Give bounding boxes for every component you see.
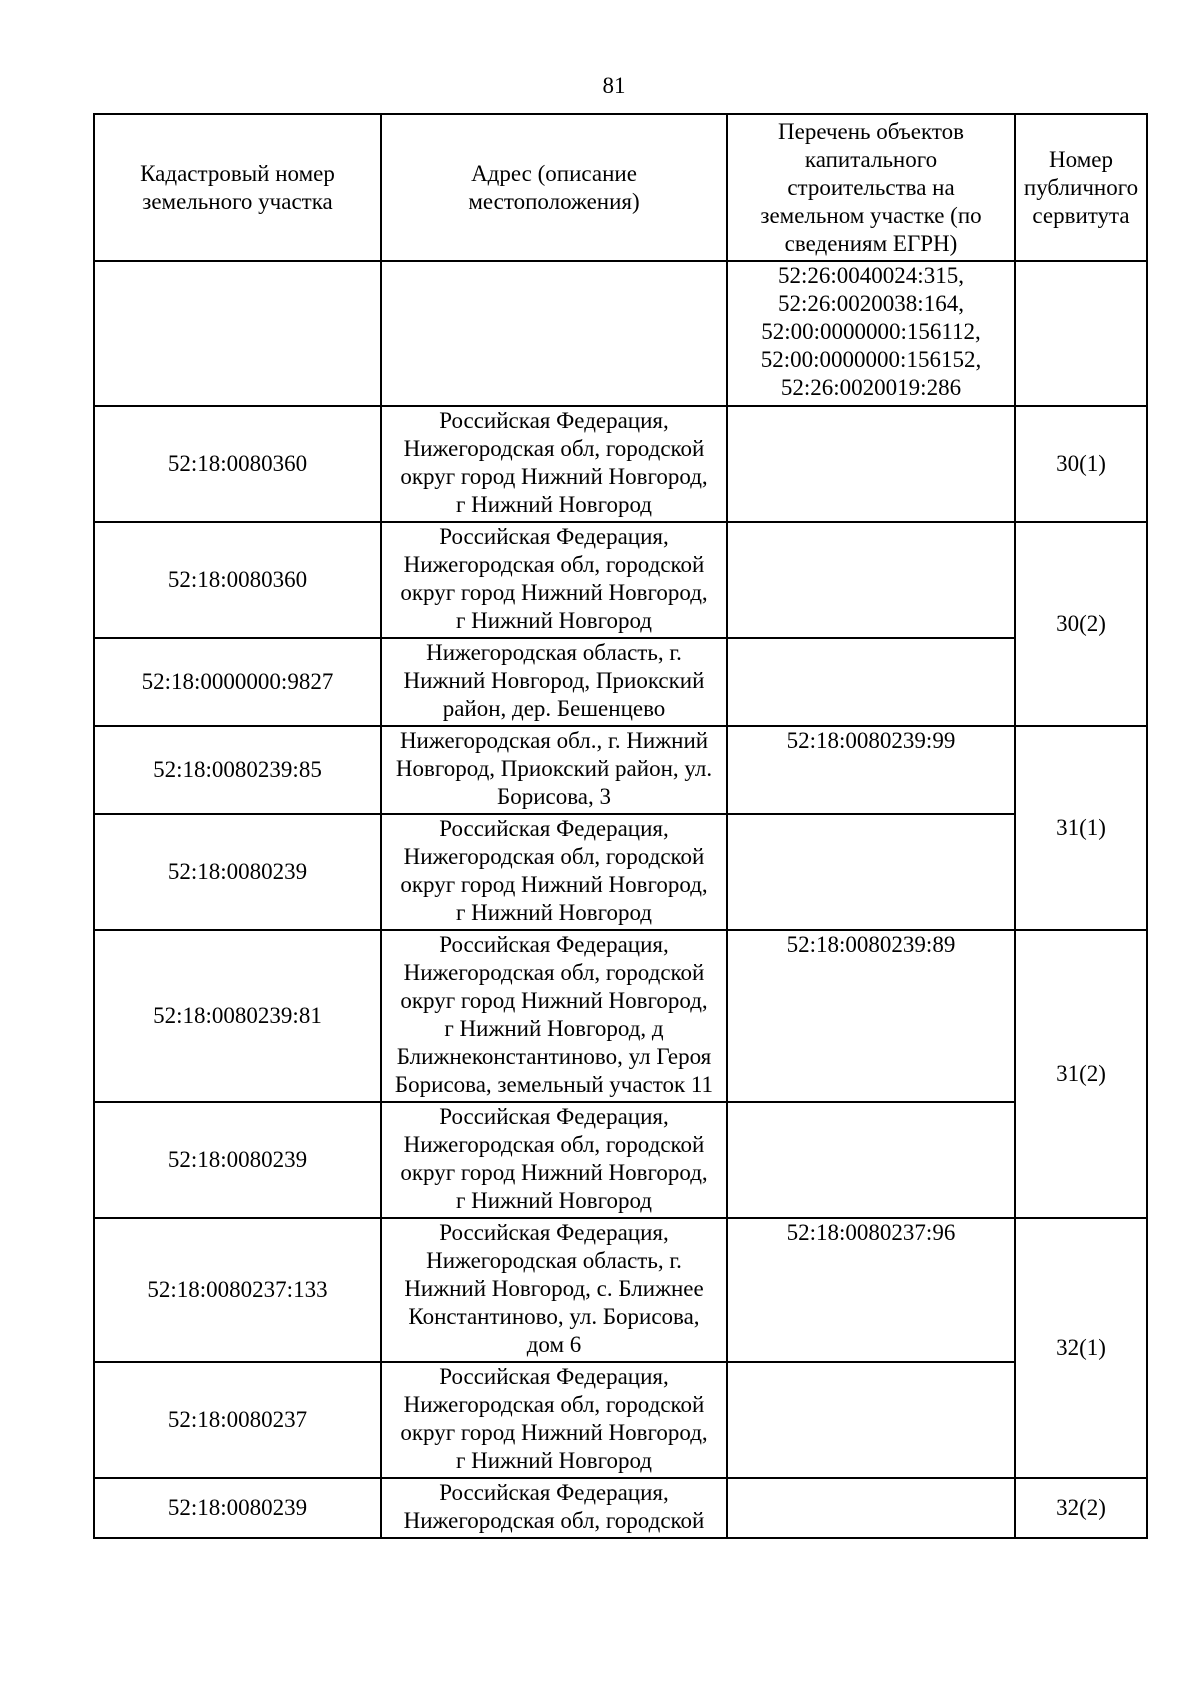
address-line: округ город Нижний Новгород, xyxy=(400,580,708,605)
header-objects-line: земельном участке (по xyxy=(760,202,982,228)
cadastral-cell: 52:18:0080237:133 xyxy=(94,1218,381,1362)
page-number: 81 xyxy=(602,73,626,98)
address-line: Нижегородская обл., г. Нижний xyxy=(399,728,709,753)
address-line: округ город Нижний Новгород, xyxy=(400,1160,708,1185)
cadastral-cell: 52:18:0080239 xyxy=(94,1478,381,1538)
cadastral-cell: 52:18:0080360 xyxy=(94,522,381,638)
address-cell xyxy=(381,406,727,522)
header-servitude-line: публичного xyxy=(1023,174,1139,200)
address-line: Российская Федерация, xyxy=(439,1220,669,1245)
address-cell xyxy=(381,1218,727,1362)
address-line: Российская Федерация, xyxy=(439,1480,669,1505)
servitude-table xyxy=(93,113,1148,1539)
address-line: Нижегородская обл, городской xyxy=(403,1132,705,1157)
address-line: г Нижний Новгород xyxy=(455,608,653,633)
objects-cell xyxy=(727,930,1015,1102)
address-cell xyxy=(381,638,727,726)
object-number: 52:18:0080237:96 xyxy=(786,1220,956,1245)
header-cadastral xyxy=(94,114,381,261)
address-line: Константиново, ул. Борисова, xyxy=(408,1304,700,1329)
table-row xyxy=(94,1218,1147,1362)
table-row xyxy=(94,261,1147,406)
header-cadastral-line: Кадастровый номер xyxy=(140,160,335,186)
object-number: 52:26:0020019:286 xyxy=(780,375,962,400)
object-number: 52:00:0000000:156152, xyxy=(760,347,982,372)
objects-cell xyxy=(727,1362,1015,1478)
address-line: округ город Нижний Новгород, xyxy=(400,464,708,489)
address-line: Российская Федерация, xyxy=(439,524,669,549)
cadastral-cell: 52:18:0080360 xyxy=(94,406,381,522)
servitude-cell: 30(2) xyxy=(1015,522,1147,726)
cadastral-cell: 52:18:0080239:85 xyxy=(94,726,381,814)
address-cell xyxy=(381,522,727,638)
address-line: Российская Федерация, xyxy=(439,816,669,841)
table-row xyxy=(94,726,1147,814)
header-address xyxy=(381,114,727,261)
header-cadastral-line: земельного участка xyxy=(142,188,333,214)
address-cell xyxy=(381,261,727,406)
address-line: Ближнеконстантиново, ул Героя xyxy=(396,1044,712,1069)
address-line: Нижегородская область, г. xyxy=(426,1248,682,1273)
address-line: район, дер. Бешенцево xyxy=(442,696,666,721)
object-number: 52:00:0000000:156112, xyxy=(761,319,981,344)
cadastral-cell: 52:18:0080239:81 xyxy=(94,930,381,1102)
address-line: Нижегородская обл, городской xyxy=(403,1508,705,1533)
objects-cell xyxy=(727,261,1015,406)
address-line: Нижегородская обл, городской xyxy=(403,844,705,869)
address-line: Нижний Новгород, с. Ближнее xyxy=(404,1276,704,1301)
address-line: округ город Нижний Новгород, xyxy=(400,872,708,897)
address-line: Нижегородская обл, городской xyxy=(403,960,705,985)
address-line: Борисова, земельный участок 11 xyxy=(394,1072,714,1097)
address-line: Российская Федерация, xyxy=(439,408,669,433)
address-line: округ город Нижний Новгород, xyxy=(400,988,708,1013)
address-cell xyxy=(381,1478,727,1538)
address-line: Новгород, Приокский район, ул. xyxy=(395,756,713,781)
table-row xyxy=(94,522,1147,638)
object-number: 52:26:0020038:164, xyxy=(778,291,964,316)
address-line: г Нижний Новгород xyxy=(455,492,653,517)
objects-cell xyxy=(727,1478,1015,1538)
cadastral-cell xyxy=(94,261,381,406)
servitude-cell xyxy=(1015,261,1147,406)
objects-cell xyxy=(727,638,1015,726)
cadastral-cell: 52:18:0080237 xyxy=(94,1362,381,1478)
address-line: г Нижний Новгород xyxy=(455,1448,653,1473)
cadastral-cell: 52:18:0080239 xyxy=(94,814,381,930)
servitude-cell: 31(2) xyxy=(1015,930,1147,1218)
address-line: Нижегородская обл, городской xyxy=(403,1392,705,1417)
object-number: 52:18:0080239:99 xyxy=(786,728,956,753)
servitude-cell: 32(1) xyxy=(1015,1218,1147,1478)
servitude-cell: 32(2) xyxy=(1015,1478,1147,1538)
header-address-line: Адрес (описание xyxy=(471,160,637,186)
header-row xyxy=(94,114,1147,261)
objects-cell xyxy=(727,1218,1015,1362)
servitude-cell: 31(1) xyxy=(1015,726,1147,930)
table-row xyxy=(94,1478,1147,1538)
cadastral-cell: 52:18:0000000:9827 xyxy=(94,638,381,726)
address-line: округ город Нижний Новгород, xyxy=(400,1420,708,1445)
header-servitude-line: Номер xyxy=(1049,146,1113,172)
header-objects-line: Перечень объектов xyxy=(778,118,964,144)
header-objects-line: строительства на xyxy=(787,174,955,200)
objects-cell xyxy=(727,726,1015,814)
address-line: Борисова, 3 xyxy=(497,784,611,809)
address-line: г Нижний Новгород xyxy=(455,1188,653,1213)
objects-cell xyxy=(727,522,1015,638)
header-servitude-line: сервитута xyxy=(1032,202,1130,228)
address-line: дом 6 xyxy=(526,1332,582,1357)
address-line: Нижний Новгород, Приокский xyxy=(403,668,705,693)
header-objects-line: капитального xyxy=(804,146,938,172)
address-line: Нижегородская обл, городской xyxy=(403,552,705,577)
address-cell xyxy=(381,814,727,930)
header-objects-line: сведениям ЕГРН) xyxy=(784,230,958,256)
address-line: Нижегородская область, г. xyxy=(426,640,682,665)
address-line: Нижегородская обл, городской xyxy=(403,436,705,461)
objects-cell xyxy=(727,406,1015,522)
address-line: г Нижний Новгород xyxy=(455,900,653,925)
table-row xyxy=(94,638,1147,726)
address-cell xyxy=(381,726,727,814)
table-row xyxy=(94,814,1147,930)
cadastral-cell: 52:18:0080239 xyxy=(94,1102,381,1218)
table-row xyxy=(94,1362,1147,1478)
address-line: Российская Федерация, xyxy=(439,1104,669,1129)
address-line: г Нижний Новгород, д xyxy=(444,1016,664,1041)
address-line: Российская Федерация, xyxy=(439,1364,669,1389)
address-cell xyxy=(381,1102,727,1218)
header-servitude xyxy=(1015,114,1147,261)
table-row xyxy=(94,406,1147,522)
table-row xyxy=(94,1102,1147,1218)
objects-cell xyxy=(727,1102,1015,1218)
header-objects xyxy=(727,114,1015,261)
servitude-cell: 30(1) xyxy=(1015,406,1147,522)
header-address-line: местоположения) xyxy=(468,188,640,214)
table-row xyxy=(94,930,1147,1102)
address-cell xyxy=(381,930,727,1102)
object-number: 52:26:0040024:315, xyxy=(778,263,964,288)
object-number: 52:18:0080239:89 xyxy=(786,932,956,957)
address-cell xyxy=(381,1362,727,1478)
objects-cell xyxy=(727,814,1015,930)
address-line: Российская Федерация, xyxy=(439,932,669,957)
